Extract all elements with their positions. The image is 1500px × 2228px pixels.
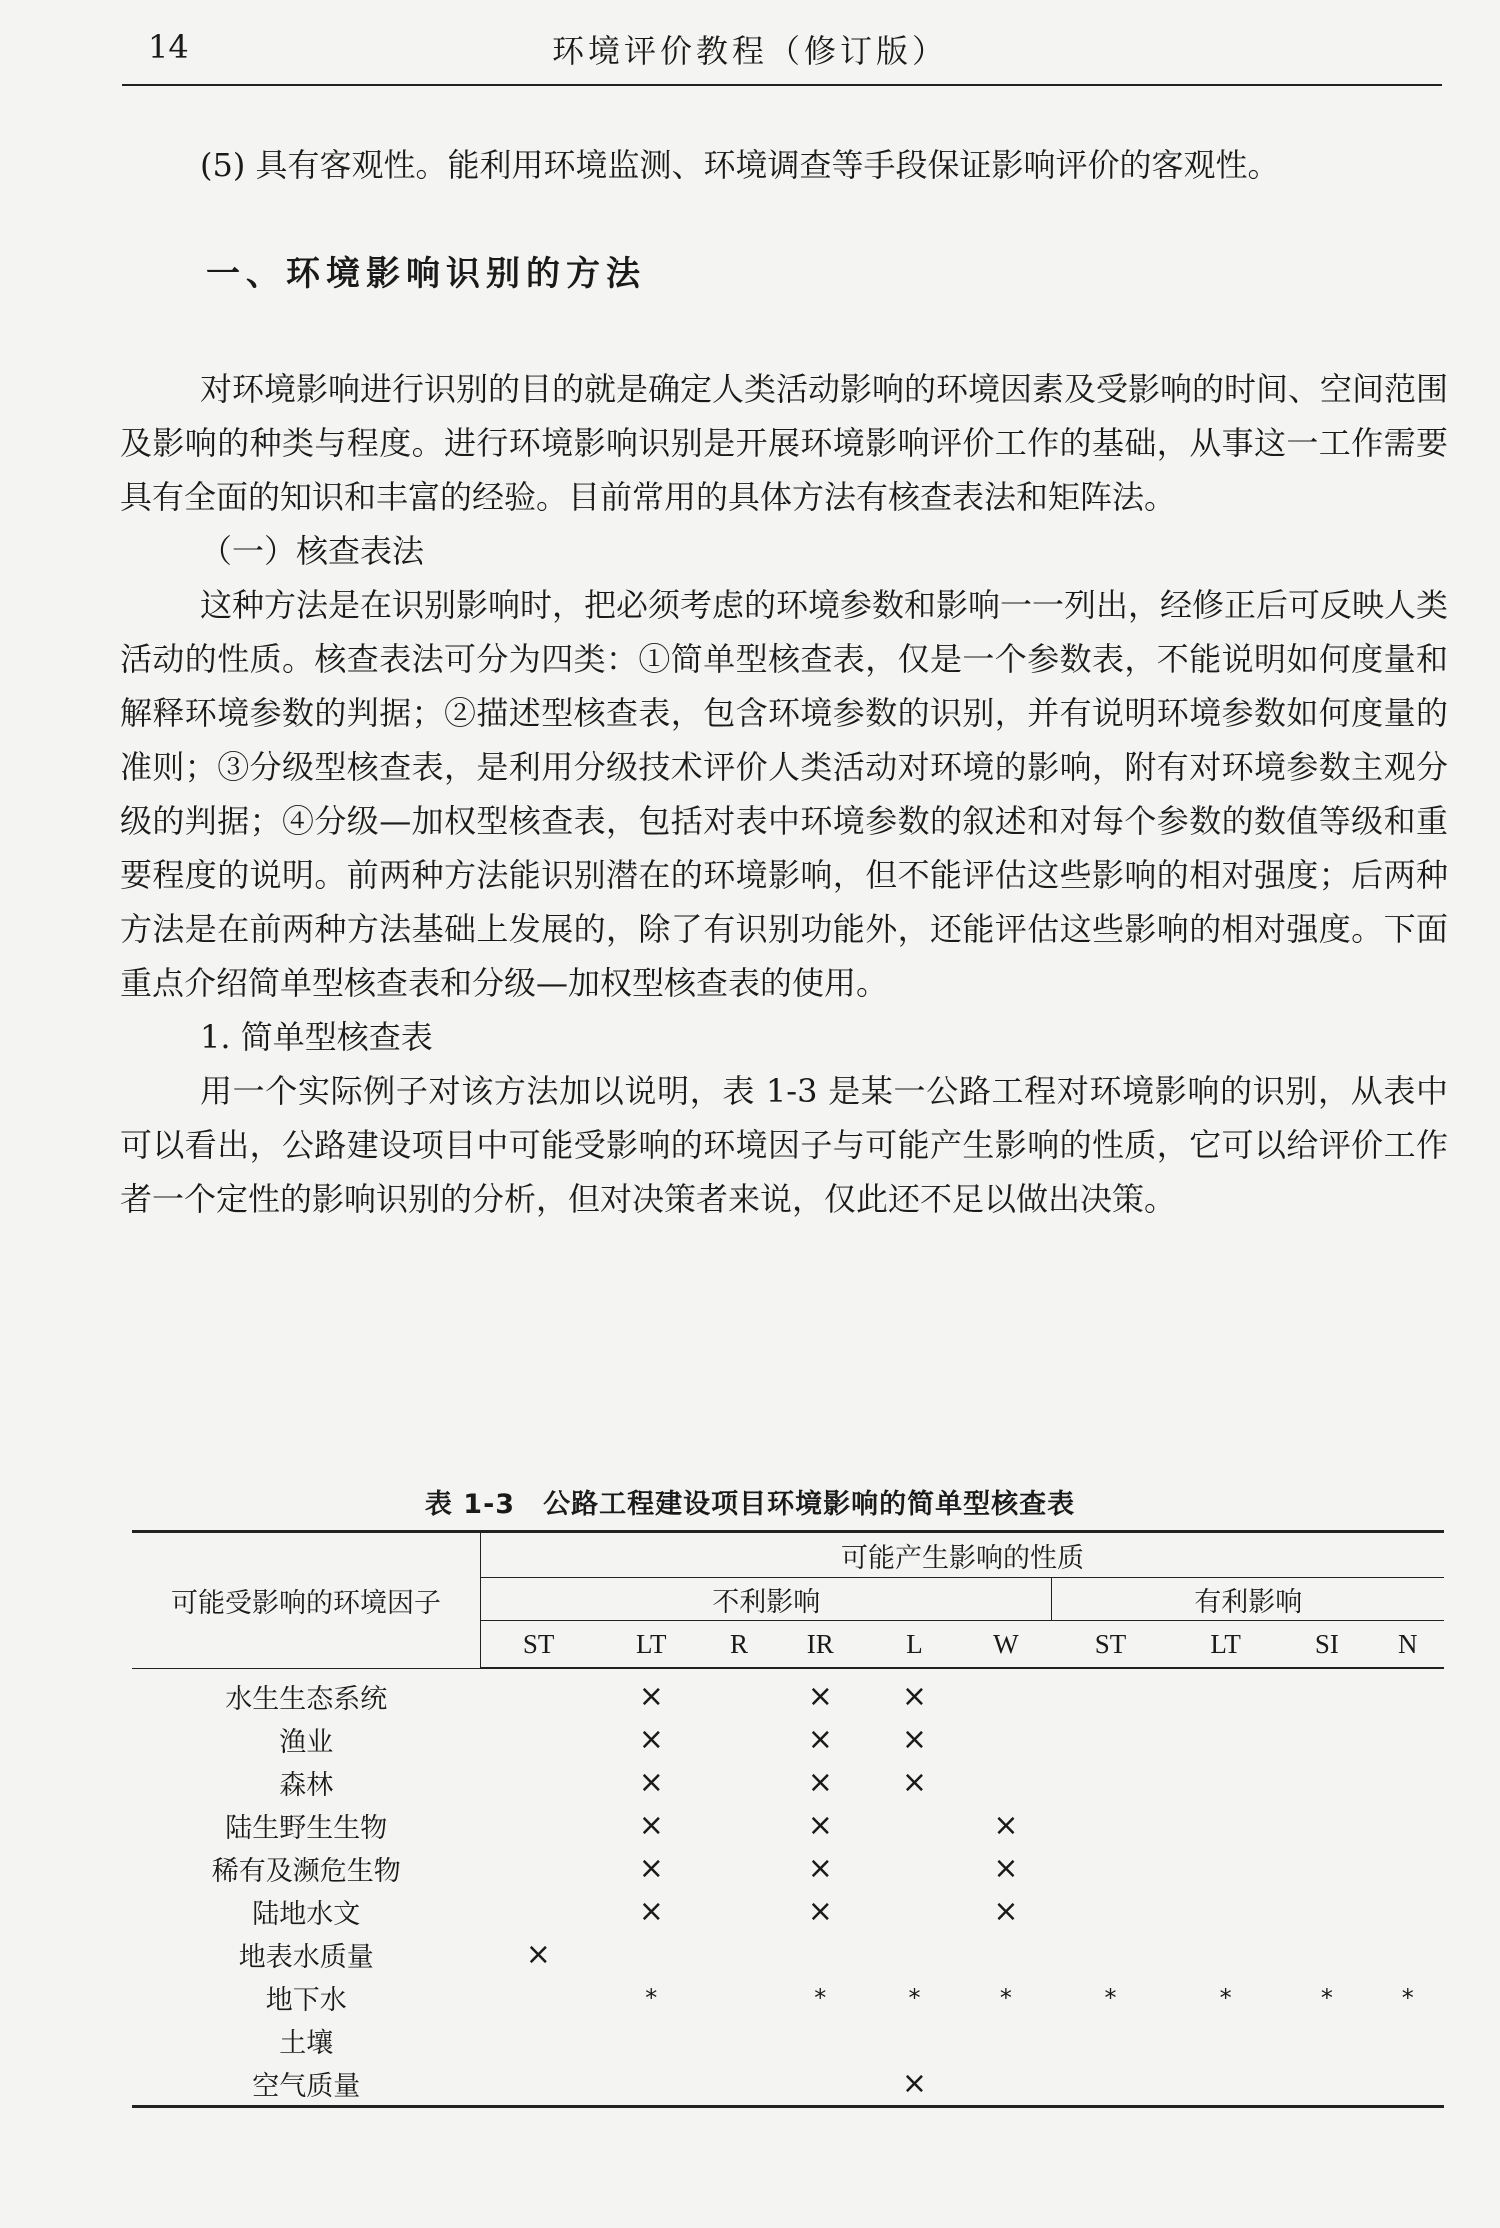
table-row: [132, 2062, 1444, 2107]
mark-cell: *: [814, 1983, 827, 2012]
mark-cell: ×: [901, 1765, 928, 1800]
mark-cell: *: [999, 1983, 1012, 2012]
column-header-si-8: SI: [1282, 1621, 1371, 1669]
mark-cell: [1052, 1890, 1169, 1933]
column-header-lt-1: LT: [596, 1621, 706, 1669]
mark-cell: [1052, 1668, 1169, 1718]
mark-cell: [1169, 1933, 1282, 1976]
mark-cell: [1282, 1847, 1371, 1890]
mark-cell: [1169, 1890, 1282, 1933]
column-header-st-0: ST: [481, 1621, 597, 1669]
mark-cell: [1052, 2062, 1169, 2107]
mark-cell: [1371, 1890, 1444, 1933]
mark-cell: ×: [638, 1722, 664, 1757]
column-header-st-6: ST: [1052, 1621, 1169, 1669]
mark-cell: *: [1219, 1983, 1232, 2012]
mark-cell: [1282, 1761, 1371, 1804]
mark-cell: [481, 2019, 597, 2062]
mark-cell: [596, 1933, 706, 1976]
mark-cell: [1169, 1804, 1282, 1847]
factor-cell: 地下水: [265, 1985, 347, 2016]
factor-cell: 土壤: [279, 2028, 334, 2059]
mark-cell: [1371, 1668, 1444, 1718]
mark-cell: ×: [525, 1937, 551, 1972]
paragraph-intro: 对环境影响进行识别的目的就是确定人类活动影响的环境因素及受影响的时间、空间范围及影响的种类与程度。进行环境影响识别是开展环境影响评价工作的基础，从事这一工作需要具有全面的知识和丰富的经验。目前常用的具体方法有核查表法和矩阵法。: [120, 370, 1449, 516]
mark-cell: ×: [901, 1679, 928, 1714]
mark-cell: [1282, 2019, 1371, 2062]
mark-cell: [706, 2062, 771, 2107]
running-head-title: 环境评价教程（修订版）: [551, 32, 948, 70]
paragraph-example: 用一个实际例子对该方法加以说明，表 1-3 是某一公路工程对环境影响的识别，从表中可以看出，公路建设项目中可能受影响的环境因子与可能产生影响的性质，它可以给评价工作者一个定性的影响识别的分析，但对决策者来说，仅此还不足以做出决策。: [120, 1072, 1448, 1218]
mark-cell: [1371, 1847, 1444, 1890]
factor-cell: 水生生态系统: [225, 1683, 388, 1715]
mark-cell: [960, 1761, 1052, 1804]
mark-cell: [869, 1890, 960, 1933]
mark-cell: ×: [901, 1722, 928, 1757]
factor-cell: 渔业: [279, 1727, 334, 1758]
mark-cell: [1282, 1718, 1371, 1761]
mark-cell: [481, 2062, 597, 2107]
mark-cell: [1371, 2062, 1444, 2107]
table-row: [132, 1847, 1444, 1890]
mark-cell: ×: [807, 1808, 833, 1843]
mark-cell: [1169, 2062, 1282, 2107]
mark-cell: *: [1401, 1983, 1414, 2012]
table-row: [132, 2019, 1444, 2062]
mark-cell: ×: [993, 1894, 1019, 1929]
mark-cell: [1282, 1933, 1371, 1976]
table-row: [132, 1668, 1444, 1718]
column-header-w-5: W: [960, 1621, 1052, 1669]
mark-cell: [960, 1718, 1052, 1761]
mark-cell: [772, 2019, 870, 2062]
mark-cell: [1169, 1847, 1282, 1890]
mark-cell: [1371, 1804, 1444, 1847]
table-caption: 表 1-3 公路工程建设项目环境影响的简单型核查表: [424, 1489, 1076, 1520]
mark-cell: [1052, 1847, 1169, 1890]
mark-cell: [481, 1804, 597, 1847]
mark-cell: [706, 1976, 771, 2019]
table-row: [132, 1761, 1444, 1804]
mark-cell: ×: [901, 2066, 928, 2101]
mark-cell: [706, 1847, 771, 1890]
mark-cell: [706, 1668, 771, 1718]
mark-cell: [481, 1847, 597, 1890]
table-row: [132, 1804, 1444, 1847]
table-row: [132, 1718, 1444, 1761]
mark-cell: [706, 1761, 771, 1804]
mark-cell: [706, 2019, 771, 2062]
paragraph-objectivity: (5) 具有客观性。能利用环境监测、环境调查等手段保证影响评价的客观性。: [200, 146, 1280, 184]
mark-cell: ×: [993, 1851, 1019, 1886]
factor-cell: 森林: [279, 1770, 334, 1801]
table-row: [132, 1976, 1444, 2019]
mark-cell: [706, 1804, 771, 1847]
column-header-r-2: R: [706, 1621, 771, 1669]
mark-cell: [596, 2019, 706, 2062]
mark-cell: [1052, 1933, 1169, 1976]
mark-cell: [481, 1761, 597, 1804]
mark-cell: [772, 2062, 870, 2107]
mark-cell: [1371, 1933, 1444, 1976]
mark-cell: [960, 2019, 1052, 2062]
mark-cell: [706, 1718, 771, 1761]
mark-cell: [869, 2019, 960, 2062]
factor-cell: 陆地水文: [252, 1899, 361, 1930]
mark-cell: [706, 1890, 771, 1933]
adverse-impact-header: 不利影响: [481, 1578, 1052, 1621]
mark-cell: [1371, 1718, 1444, 1761]
table-row: [132, 1890, 1444, 1933]
mark-cell: [869, 1933, 960, 1976]
mark-cell: *: [1320, 1983, 1333, 2012]
mark-cell: ×: [807, 1765, 833, 1800]
mark-cell: [960, 1933, 1052, 1976]
page-number: 14: [148, 28, 189, 66]
mark-cell: ×: [807, 1894, 833, 1929]
mark-cell: [869, 1847, 960, 1890]
mark-cell: [481, 1668, 597, 1718]
mark-cell: [1169, 1761, 1282, 1804]
mark-cell: [1052, 2019, 1169, 2062]
table-row: [132, 1933, 1444, 1976]
subsection-heading-checklist: （一）核查表法: [200, 532, 425, 570]
mark-cell: [1282, 1890, 1371, 1933]
mark-cell: [1169, 1718, 1282, 1761]
mark-cell: ×: [638, 1765, 664, 1800]
mark-cell: [1282, 2062, 1371, 2107]
mark-cell: [481, 1890, 597, 1933]
mark-cell: [1052, 1718, 1169, 1761]
mark-cell: ×: [638, 1679, 664, 1714]
mark-cell: [1052, 1761, 1169, 1804]
impact-checklist-table: [132, 1530, 1444, 2108]
mark-cell: [772, 1933, 870, 1976]
mark-cell: ×: [638, 1894, 664, 1929]
column-header-l-4: L: [869, 1621, 960, 1669]
nature-header: 可能产生影响的性质: [481, 1532, 1445, 1578]
mark-cell: [481, 1976, 597, 2019]
mark-cell: [1371, 2019, 1444, 2062]
mark-cell: [1371, 1761, 1444, 1804]
mark-cell: [869, 1804, 960, 1847]
item-heading-simple-checklist: 1. 简单型核查表: [200, 1018, 433, 1056]
mark-cell: *: [645, 1983, 658, 2012]
mark-cell: [596, 2062, 706, 2107]
body-text: [120, 362, 1448, 1226]
mark-cell: [1052, 1804, 1169, 1847]
mark-cell: *: [908, 1983, 921, 2012]
mark-cell: [706, 1933, 771, 1976]
paragraph-checklist-description: 这种方法是在识别影响时，把必须考虑的环境参数和影响一一列出，经修正后可反映人类活动的性质。核查表法可分为四类：①简单型核查表，仅是一个参数表，不能说明如何度量和解释环境参数的判据；②描述型核查表，包含环境参数的识别，并有说明环境参数如何度量的准则；③分级型核查表，是利用分级技术评价人类活动对环境的影响，附有对环境参数主观分级的判据；④分级—加权型核查表，包括对表中环境参数的叙述和对每个参数的数值等级和重要程度的说明。前两种方法能识别潜在的环境影响，但不能评估这些影响的相对强度；后两种方法是在前两种方法基础上发展的，除了有识别功能外，还能评估这些影响的相对强度。下面重点介绍简单型核查表和分级—加权型核查表的使用。: [120, 586, 1449, 1002]
mark-cell: [1282, 1804, 1371, 1847]
mark-cell: *: [1104, 1983, 1117, 2012]
mark-cell: ×: [807, 1722, 833, 1757]
mark-cell: [960, 1668, 1052, 1718]
factor-cell: 地表水质量: [238, 1942, 374, 1973]
mark-cell: [1169, 2019, 1282, 2062]
mark-cell: [1282, 1668, 1371, 1718]
beneficial-impact-header: 有利影响: [1052, 1578, 1444, 1621]
mark-cell: [1169, 1668, 1282, 1718]
factor-cell: 稀有及濒危生物: [211, 1856, 401, 1887]
column-header-ir-3: IR: [772, 1621, 870, 1669]
header-rule: [122, 84, 1442, 86]
factor-column-header: 可能受影响的环境因子: [132, 1532, 481, 1669]
mark-cell: [960, 2062, 1052, 2107]
mark-cell: ×: [638, 1851, 664, 1886]
column-header-lt-7: LT: [1169, 1621, 1282, 1669]
factor-cell: 陆生野生生物: [225, 1813, 388, 1844]
factor-cell: 空气质量: [252, 2071, 361, 2102]
column-header-n-9: N: [1371, 1621, 1444, 1669]
mark-cell: ×: [807, 1851, 833, 1886]
mark-cell: ×: [807, 1679, 833, 1714]
mark-cell: ×: [638, 1808, 664, 1843]
section-heading: 一、环境影响识别的方法: [206, 254, 646, 294]
mark-cell: [481, 1718, 597, 1761]
mark-cell: ×: [993, 1808, 1019, 1843]
